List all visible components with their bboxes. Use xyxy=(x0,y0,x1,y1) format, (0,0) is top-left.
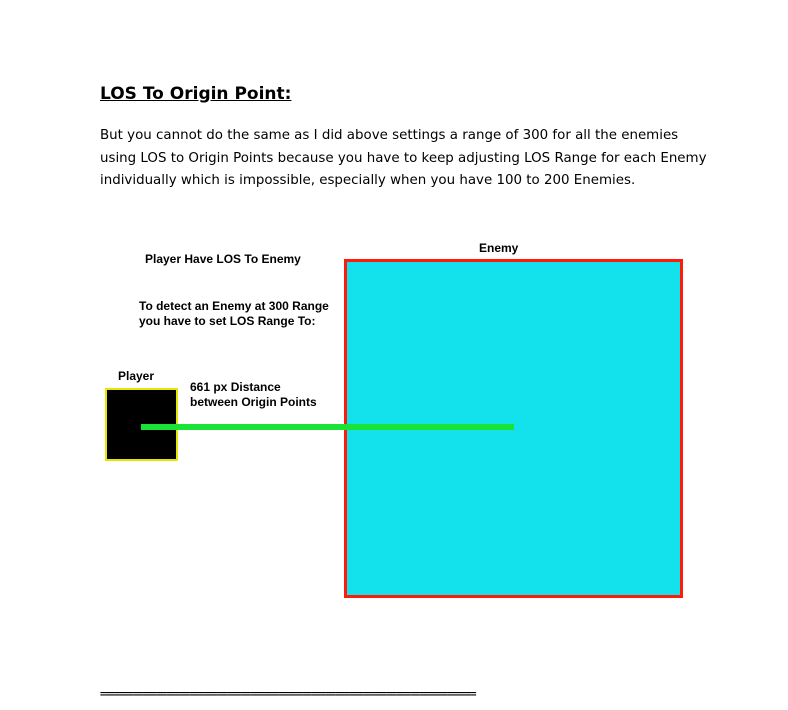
los-line xyxy=(141,424,514,430)
distance-note-line: between Origin Points xyxy=(190,394,317,409)
distance-note-line: 661 px Distance xyxy=(190,380,281,394)
section-heading: LOS To Origin Point: xyxy=(100,84,292,104)
detect-note-line: you have to set LOS Range To: xyxy=(139,313,316,328)
detect-note xyxy=(139,299,329,328)
paragraph-line: individually which is impossible, especially when you have 100 to 200 Enemies. xyxy=(100,173,636,188)
section-paragraph xyxy=(100,125,740,193)
player-has-los-label: Player Have LOS To Enemy xyxy=(145,252,301,266)
enemy-label: Enemy xyxy=(479,241,519,255)
player-label: Player xyxy=(118,369,155,383)
paragraph-line: But you cannot do the same as I did above settings a range of 300 for all the enemies xyxy=(100,128,679,143)
distance-note xyxy=(190,380,317,409)
paragraph-line: using LOS to Origin Points because you have to keep adjusting LOS Range for each Enemy xyxy=(100,150,707,166)
detect-note-line: To detect an Enemy at 300 Range xyxy=(139,299,329,313)
separator-line: ================================================================================ xyxy=(100,690,476,700)
